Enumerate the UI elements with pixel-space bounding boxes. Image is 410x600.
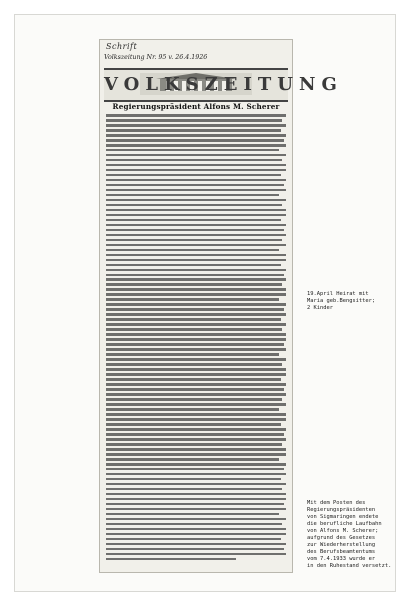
- article-body: [106, 114, 286, 566]
- archive-page: [14, 14, 396, 592]
- handwritten-note-top: Schrift: [106, 42, 138, 51]
- margin-note-marriage: 19.April Heirat mit Maria geb.Bengsitter; 2 Kinder: [307, 291, 376, 311]
- newspaper-masthead: [104, 68, 343, 102]
- margin-note-career-end: Mit dem Posten des Regierungspräsidenten von Sigmaringen endete die berufliche Laufbahn von Alfons M. Scherer; aufgrund des Gesetzes zur Wiederherstellung des Berufsbeamtentums vom 7.4.1933 wurde er in den Ruhestand versetzt.: [307, 500, 392, 569]
- article-headline: Regierungspräsident Alfons M. Scherer: [112, 102, 280, 111]
- handwritten-source-note: Volkszeitung Nr. 95 v. 26.4.1926: [104, 54, 208, 61]
- masthead-title: VOLKSZEITUNG: [104, 74, 343, 95]
